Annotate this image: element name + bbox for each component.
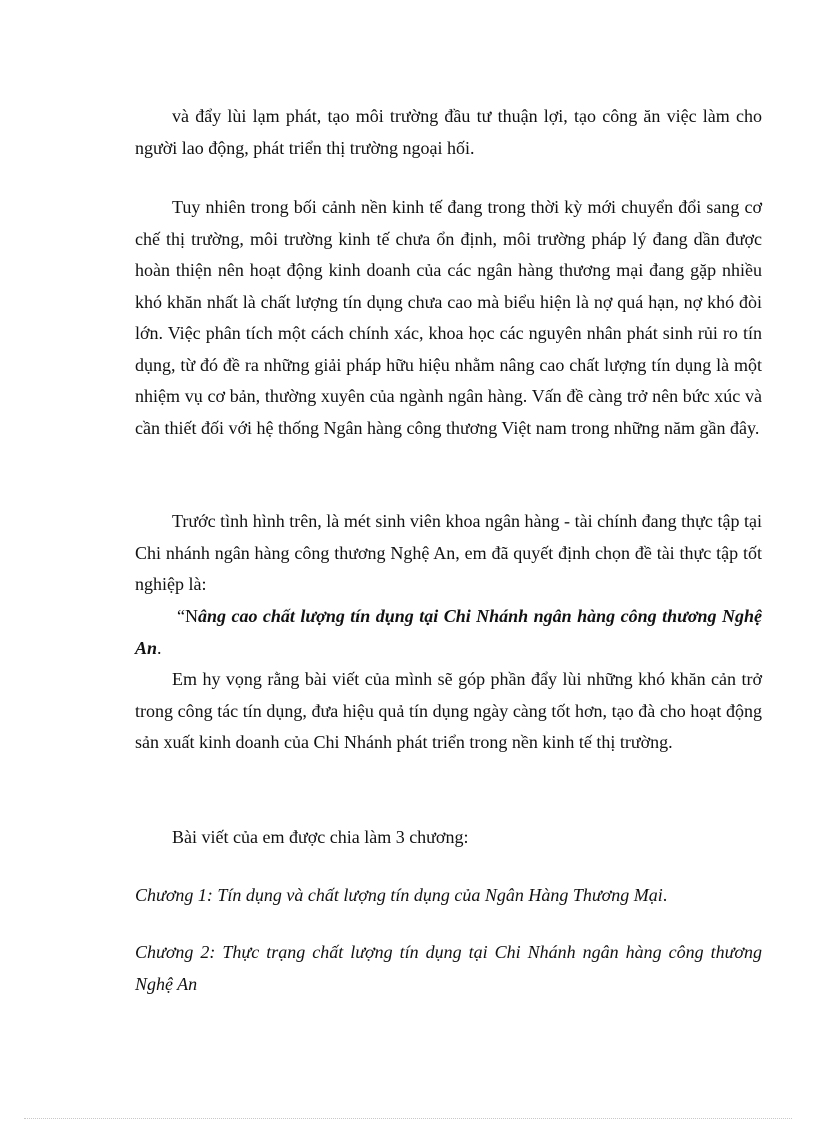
page-bottom-rule [24,1118,792,1119]
paragraph-intro-continuation: và đẩy lùi lạm phát, tạo môi trường đầu tư thuận lợi, tạo công ăn việc làm cho người lao động, phát triển thị trường ngoại hối. [135,106,762,158]
paragraph-hope: Em hy vọng rằng bài viết của mình sẽ góp phần đẩy lùi những khó khăn cản trở trong công tác tín dụng, đưa hiệu quả tín dụng ngày càng tốt hơn, tạo đà cho hoạt động sản xuất kinh doanh của Chi Nhánh phát triển trong nền kinh tế thị trường. [135,669,762,752]
thesis-title-text: âng cao chất lượng tín dụng tại Chi Nhánh ngân hàng công thương Nghệ An [135,606,762,658]
thesis-title-end: . [157,637,162,658]
chapter-1-heading [135,880,762,912]
chapter-1-end: . [662,885,668,905]
chapter-2-heading: Chương 2: Thực trạng chất lượng tín dụng tại Chi Nhánh ngân hàng công thương Nghệ An [135,942,762,994]
paragraph-structure: Bài viết của em được chia làm 3 chương: [172,827,469,847]
paragraph-topic-selection: Trước tình hình trên, là mét sinh viên khoa ngân hàng - tài chính đang thực tập tại Chi nhánh ngân hàng công thương Nghệ An, em đã quyết định chọn đề tài thực tập tốt nghiệp là: [135,511,762,594]
chapter-1-text: Chương 1: Tín dụng và chất lượng tín dụng của Ngân Hàng Thương Mại [135,885,663,905]
thesis-title [135,601,762,664]
paragraph-context: Tuy nhiên trong bối cảnh nền kinh tế đang trong thời kỳ mới chuyển đổi sang cơ chế thị trường, môi trường kinh tế chưa ổn định, môi trường pháp lý đang dần được hoàn thiện nên hoạt động kinh doanh của các ngân hàng thương mại đang gặp nhiều khó khăn nhất là chất lượng tín dụng chưa cao mà biểu hiện là nợ quá hạn, nợ khó đòi lớn. Việc phân tích một cách chính xác, khoa học các nguyên nhân phát sinh rủi ro tín dụng, từ đó đề ra những giải pháp hữu hiệu nhằm nâng cao chất lượng tín dụng là một nhiệm vụ cơ bản, thường xuyên của ngành ngân hàng. Vấn đề càng trở nên bức xúc và cần thiết đối với hệ thống Ngân hàng công thương Việt nam trong những năm gần đây. [135,197,762,438]
thesis-title-open: “N [177,606,198,626]
